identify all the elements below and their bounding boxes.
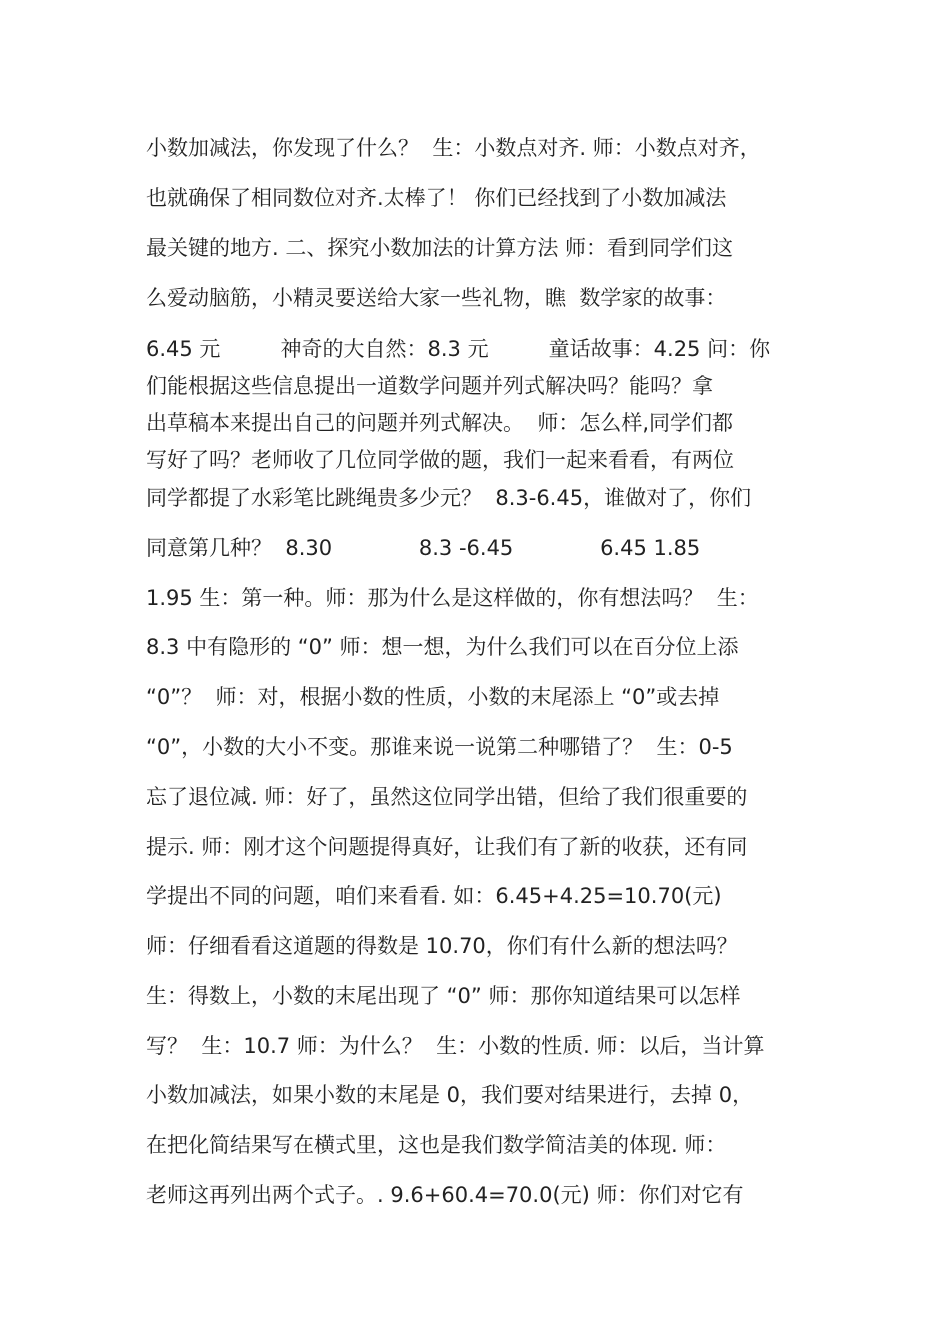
text-line: 6.45 元 神奇的大自然：8.3 元 童话故事：4.25 问：你	[146, 337, 771, 361]
text-line: 同意第几种？ 8.30 8.3 -6.45 6.45 1.85	[146, 536, 701, 560]
text-line: “0”？ 师：对，根据小数的性质，小数的末尾添上 “0”或去掉	[146, 685, 720, 709]
text-line: 老师这再列出两个式子。. 9.6+60.4=70.0(元) 师：你们对它有	[146, 1183, 744, 1207]
text-line: 最关键的地方. 二、探究小数加法的计算方法 师：看到同学们这	[146, 236, 734, 260]
text-line: 生：得数上，小数的末尾出现了 “0” 师：那你知道结果可以怎样	[146, 984, 741, 1008]
text-line: 同学都提了水彩笔比跳绳贵多少元？ 8.3-6.45，谁做对了，你们	[146, 486, 752, 510]
text-line: 写好了吗？老师收了几位同学做的题，我们一起来看看，有两位	[146, 448, 734, 472]
text-line: “0”，小数的大小不变。那谁来说一说第二种哪错了？ 生：0-5	[146, 735, 733, 759]
text-line: 写？ 生：10.7 师：为什么？ 生：小数的性质. 师：以后，当计算	[146, 1034, 765, 1058]
text-line: 小数加减法，你发现了什么？ 生：小数点对齐. 师：小数点对齐，	[146, 136, 761, 160]
text-line: 小数加减法，如果小数的末尾是 0，我们要对结果进行，去掉 0，	[146, 1083, 754, 1107]
text-line: 出草稿本来提出自己的问题并列式解决。 师：怎么样,同学们都	[146, 411, 734, 435]
text-line: 8.3 中有隐形的 “0” 师：想一想，为什么我们可以在百分位上添	[146, 635, 739, 659]
text-line: 在把化简结果写在横式里，这也是我们数学简洁美的体现. 师：	[146, 1133, 727, 1157]
text-line: 学提出不同的问题，咱们来看看. 如：6.45+4.25=10.70(元)	[146, 884, 722, 908]
text-line: 提示. 师：刚才这个问题提得真好，让我们有了新的收获，还有同	[146, 835, 748, 859]
text-line: 也就确保了相同数位对齐.太棒了！ 你们已经找到了小数加减法	[146, 186, 727, 210]
text-line: 师：仔细看看这道题的得数是 10.70，你们有什么新的想法吗？	[146, 934, 738, 958]
text-line: 忘了退位减. 师：好了，虽然这位同学出错，但给了我们很重要的	[146, 785, 748, 809]
text-line: 们能根据这些信息提出一道数学问题并列式解决吗？能吗？拿	[146, 374, 713, 398]
text-line: 么爱动脑筋，小精灵要送给大家一些礼物，瞧 数学家的故事：	[146, 286, 727, 310]
text-line: 1.95 生：第一种。师：那为什么是这样做的，你有想法吗？ 生：	[146, 586, 759, 610]
